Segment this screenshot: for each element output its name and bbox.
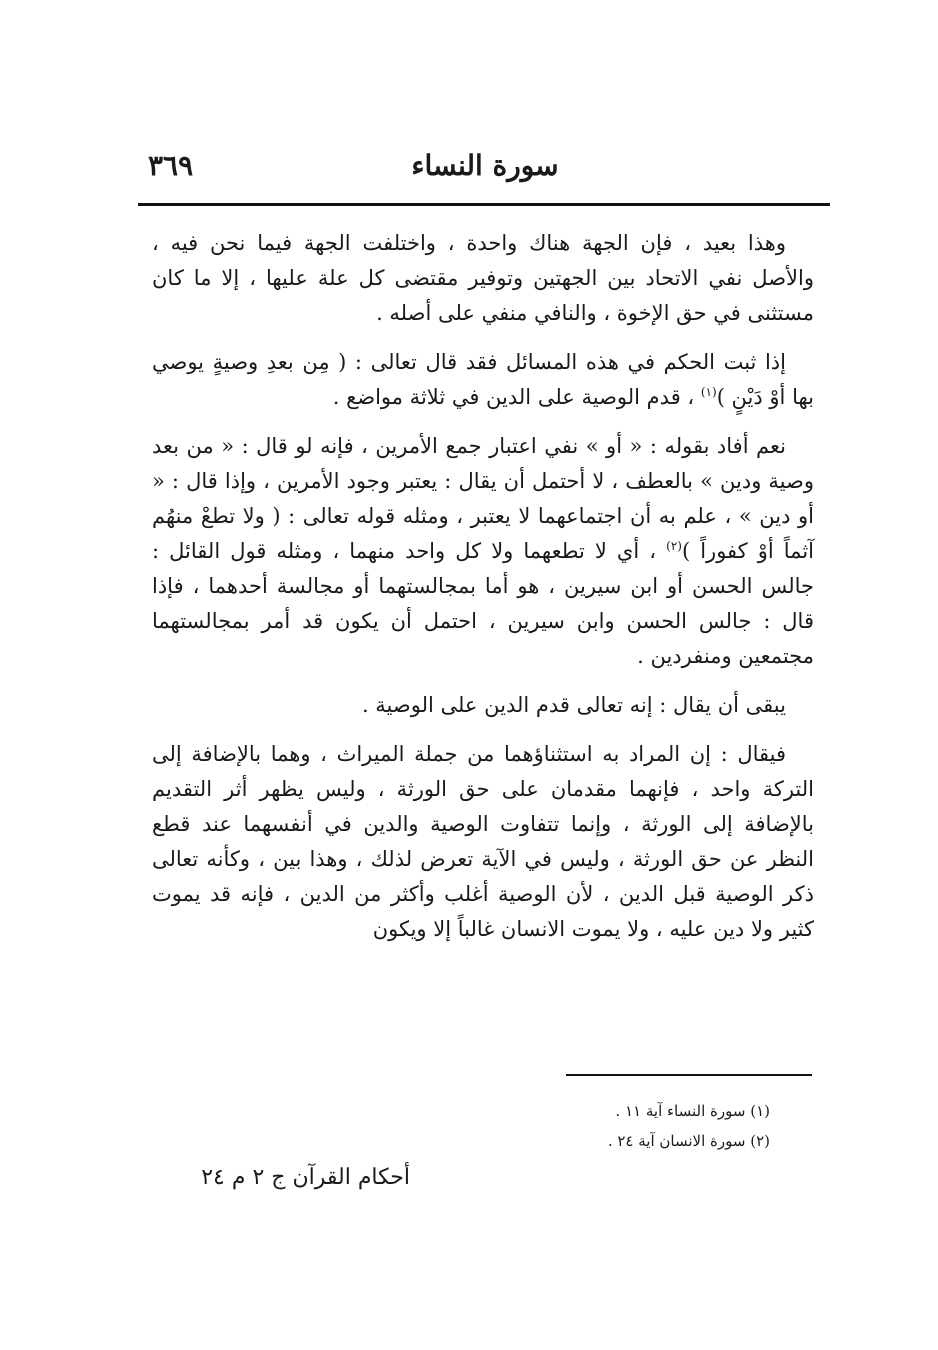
paragraph-text: ، أي لا تطعهما ولا كل واحد منهما ، ومثله قول القائل : جالس الحسن أو ابن سيرين ، هو أما بمجالستهما أو مجالسة أحدهما ، فإذا قال : جالس الحسن وابن سيرين ، احتمل أن يكون قد أمر بمجالستهما مجتمعين ومنفردين . <box>152 539 814 668</box>
footnotes <box>420 1096 770 1156</box>
footnote-marker: (٢) <box>666 539 682 553</box>
paragraph <box>152 226 814 331</box>
paragraph-text: فيقال : إن المراد به استثناؤهما من جملة الميراث ، وهما بالإضافة إلى التركة واحد ، فإنهما مقدمان على حق الورثة ، وليس يظهر أثر التقديم بالإضافة إلى الورثة ، وإنما تتفاوت الوصية والدين في أنفسهما عند قطع النظر عن حق الورثة ، وليس في الآية تعرض لذلك ، وهذا بين ، وكأنه تعالى ذكر الوصية قبل الدين ، لأن الوصية أغلب وأكثر من الدين ، فإنه قد يموت كثير ولا دين عليه ، ولا يموت الانسان غالباً إلا ويكون <box>152 742 814 941</box>
header-divider <box>138 203 830 206</box>
surah-title: سورة النساء <box>411 149 559 182</box>
footnote: (٢) سورة الانسان آية ٢٤ . <box>607 1132 770 1150</box>
paragraph <box>152 429 814 674</box>
book-reference: أحكام القرآن ج ٢ م ٢٤ <box>201 1165 410 1190</box>
paragraph-text: ، قدم الوصية على الدين في ثلاثة مواضع . <box>332 385 701 409</box>
paragraph-text: نعم أفاد بقوله : « أو » نفي اعتبار جمع الأمرين ، فإنه لو قال : « من بعد وصية ودين » بالعطف ، لا أحتمل أن يقال : يعتبر وجود الأمرين ، وإذا قال : « أو دين » ، علم به أن اجتماعهما لا يعتبر ، ومثله قوله تعالى : ( ولا تطعْ منهُم آثماً أوْ كفوراً ) <box>152 434 814 563</box>
body-text <box>152 226 814 961</box>
paragraph <box>152 345 814 415</box>
footnote-marker: (١) <box>700 385 717 399</box>
page-header <box>140 148 830 192</box>
footnote: (١) سورة النساء آية ١١ . <box>615 1102 770 1120</box>
page-number: ٣٦٩ <box>148 149 194 182</box>
paragraph <box>152 688 814 723</box>
paragraph-text: وهذا بعيد ، فإن الجهة هناك واحدة ، واختلفت الجهة فيما نحن فيه ، والأصل نفي الاتحاد بين الجهتين وتوفير مقتضى كل علة عليها ، إلا ما كان مستثنى في حق الإخوة ، والنافي منفي على أصله . <box>152 231 814 325</box>
paragraph <box>152 737 814 947</box>
paragraph-text: يبقى أن يقال : إنه تعالى قدم الدين على الوصية . <box>361 693 786 717</box>
footnote-divider <box>566 1074 812 1076</box>
paragraph-text: إذا ثبت الحكم في هذه المسائل فقد قال تعالى : ( مِن بعدِ وصيةٍ يوصي بها أوْ دَيْنٍ ) <box>152 350 814 409</box>
